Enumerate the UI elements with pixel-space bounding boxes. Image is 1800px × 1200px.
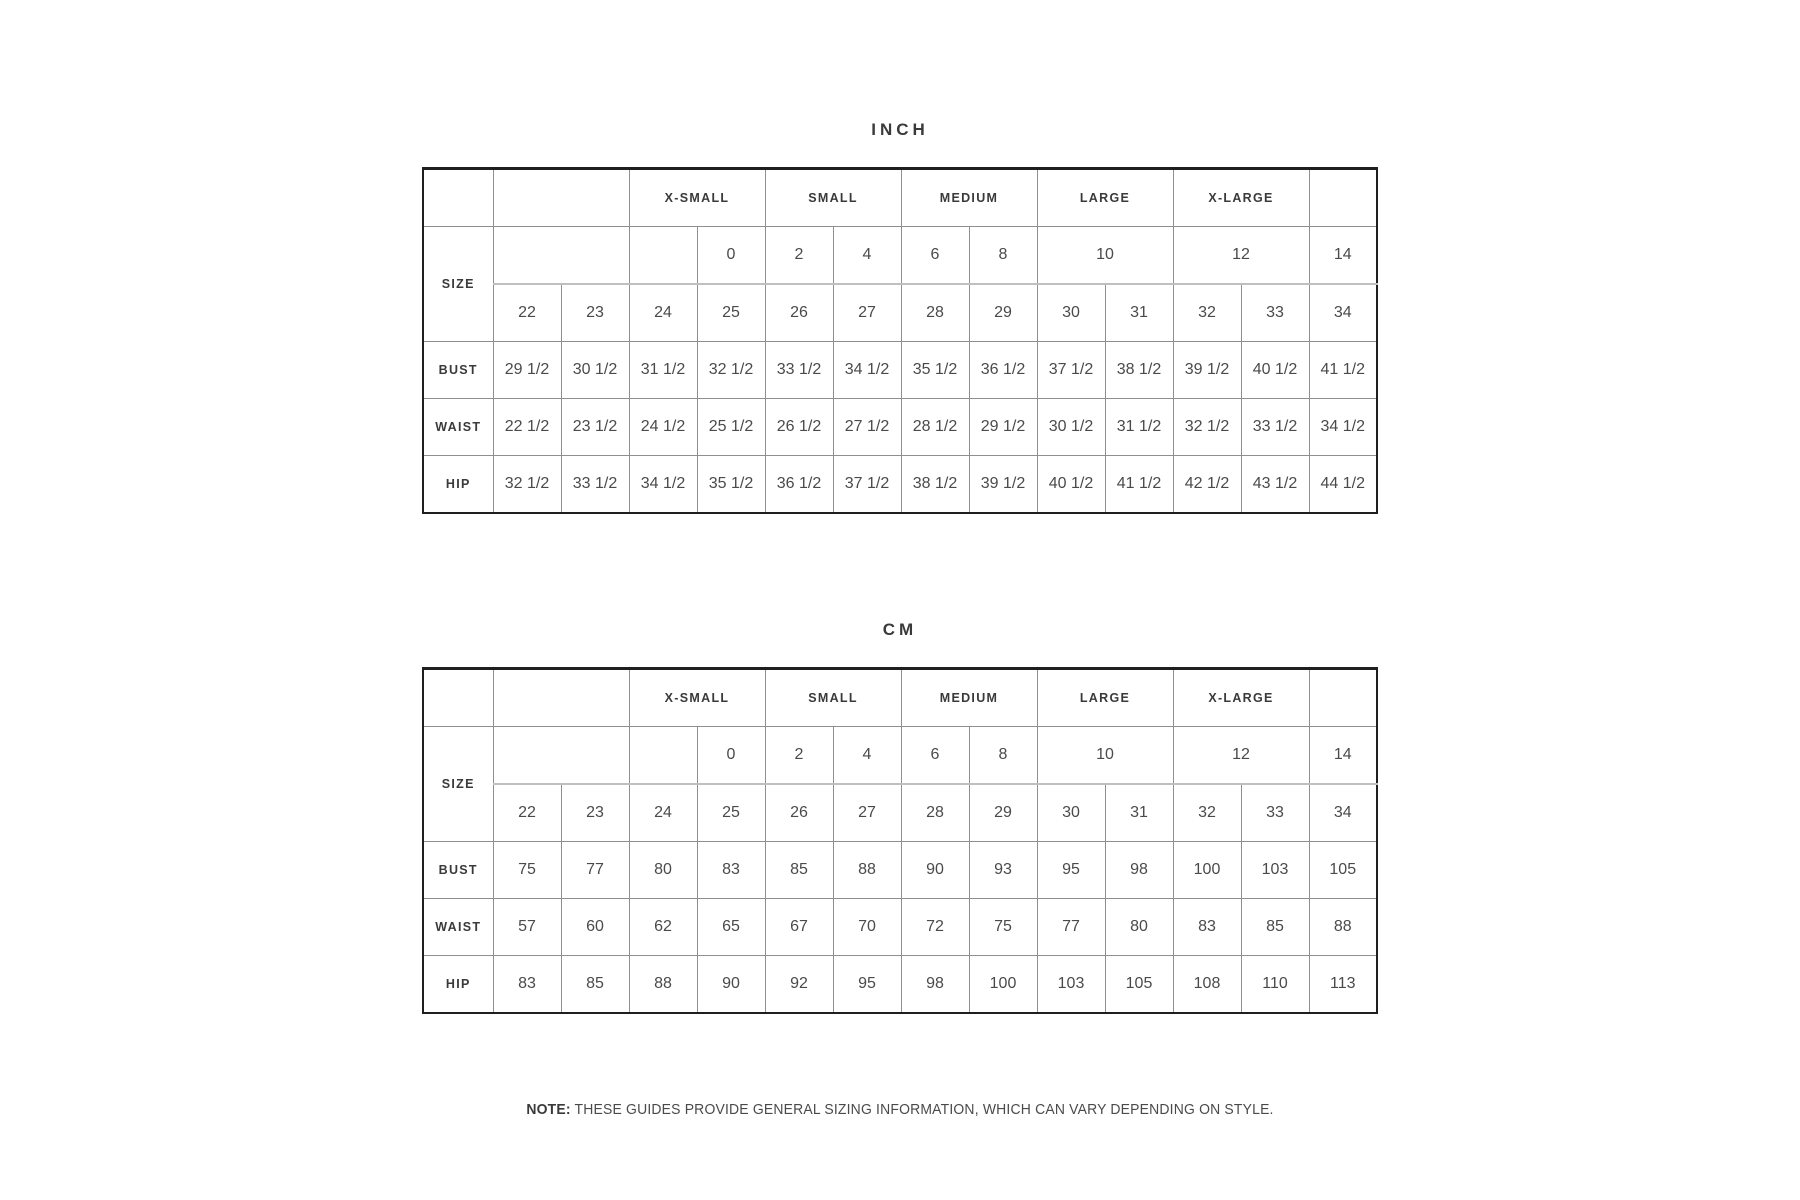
measurement-value: 25 1/2 <box>697 399 765 456</box>
measurement-row-label: WAIST <box>423 399 493 456</box>
size-number-top <box>629 227 697 285</box>
measurement-value: 35 1/2 <box>697 456 765 514</box>
measurement-row-label: HIP <box>423 456 493 514</box>
measurement-row-label: BUST <box>423 342 493 399</box>
measurement-value: 88 <box>629 956 697 1014</box>
measurement-value: 60 <box>561 899 629 956</box>
size-chart-inch-table <box>422 167 1378 514</box>
sizing-note <box>63 1100 1737 1120</box>
size-number-top: 0 <box>697 227 765 285</box>
measurement-value: 27 1/2 <box>833 399 901 456</box>
size-group-header: SMALL <box>765 169 901 227</box>
measurement-value: 36 1/2 <box>969 342 1037 399</box>
measurement-value: 33 1/2 <box>1241 399 1309 456</box>
size-number-bottom: 32 <box>1173 284 1241 342</box>
size-number-top: 6 <box>901 727 969 785</box>
size-number-bottom: 27 <box>833 284 901 342</box>
cm-section-title: CM <box>882 620 918 639</box>
measurement-value: 28 1/2 <box>901 399 969 456</box>
size-group-header: SMALL <box>765 669 901 727</box>
measurement-value: 103 <box>1037 956 1105 1014</box>
measurement-value: 33 1/2 <box>765 342 833 399</box>
measurement-value: 22 1/2 <box>493 399 561 456</box>
measurement-value: 98 <box>901 956 969 1014</box>
corner-cell <box>423 169 493 227</box>
measurement-value: 75 <box>493 842 561 899</box>
measurement-value: 42 1/2 <box>1173 456 1241 514</box>
size-group-header <box>493 669 629 727</box>
measurement-value: 43 1/2 <box>1241 456 1309 514</box>
size-row-label: SIZE <box>423 727 493 842</box>
size-number-bottom: 24 <box>629 784 697 842</box>
size-number-top: 4 <box>833 227 901 285</box>
size-group-header: X-SMALL <box>629 669 765 727</box>
measurement-value: 33 1/2 <box>561 456 629 514</box>
measurement-value: 57 <box>493 899 561 956</box>
measurement-value: 40 1/2 <box>1241 342 1309 399</box>
size-group-header <box>493 169 629 227</box>
measurement-value: 95 <box>833 956 901 1014</box>
size-group-header: LARGE <box>1037 669 1173 727</box>
measurement-value: 26 1/2 <box>765 399 833 456</box>
size-group-header <box>1309 169 1377 227</box>
measurement-value: 29 1/2 <box>969 399 1037 456</box>
measurement-value: 40 1/2 <box>1037 456 1105 514</box>
measurement-value: 100 <box>1173 842 1241 899</box>
measurement-value: 41 1/2 <box>1105 456 1173 514</box>
measurement-value: 30 1/2 <box>561 342 629 399</box>
measurement-value: 32 1/2 <box>697 342 765 399</box>
size-number-bottom: 27 <box>833 784 901 842</box>
inch-section-title: INCH <box>871 120 929 139</box>
measurement-value: 32 1/2 <box>493 456 561 514</box>
measurement-value: 30 1/2 <box>1037 399 1105 456</box>
measurement-value: 105 <box>1309 842 1377 899</box>
measurement-value: 36 1/2 <box>765 456 833 514</box>
measurement-value: 39 1/2 <box>969 456 1037 514</box>
size-number-top: 0 <box>697 727 765 785</box>
size-number-bottom: 23 <box>561 784 629 842</box>
measurement-value: 88 <box>1309 899 1377 956</box>
size-number-top: 2 <box>765 227 833 285</box>
measurement-row-label: WAIST <box>423 899 493 956</box>
size-number-bottom: 26 <box>765 284 833 342</box>
size-number-bottom: 29 <box>969 284 1037 342</box>
measurement-value: 67 <box>765 899 833 956</box>
measurement-value: 83 <box>493 956 561 1014</box>
size-group-header: X-LARGE <box>1173 169 1309 227</box>
measurement-value: 31 1/2 <box>1105 399 1173 456</box>
size-number-top: 14 <box>1309 727 1377 785</box>
measurement-value: 37 1/2 <box>1037 342 1105 399</box>
size-number-bottom: 24 <box>629 284 697 342</box>
measurement-value: 75 <box>969 899 1037 956</box>
sizing-note-text: THESE GUIDES PROVIDE GENERAL SIZING INFORMATION, WHICH CAN VARY DEPENDING ON STYLE. <box>574 1101 1274 1118</box>
size-number-top: 8 <box>969 227 1037 285</box>
measurement-value: 93 <box>969 842 1037 899</box>
measurement-value: 90 <box>901 842 969 899</box>
measurement-value: 80 <box>629 842 697 899</box>
measurement-value: 77 <box>1037 899 1105 956</box>
size-number-top: 10 <box>1037 227 1173 285</box>
size-number-top <box>629 727 697 785</box>
size-number-bottom: 25 <box>697 284 765 342</box>
measurement-value: 83 <box>697 842 765 899</box>
size-row-label: SIZE <box>423 227 493 342</box>
measurement-value: 108 <box>1173 956 1241 1014</box>
size-number-top <box>493 727 629 785</box>
size-group-header: X-SMALL <box>629 169 765 227</box>
size-number-bottom: 28 <box>901 784 969 842</box>
measurement-value: 44 1/2 <box>1309 456 1377 514</box>
size-number-bottom: 22 <box>493 284 561 342</box>
size-number-bottom: 25 <box>697 784 765 842</box>
size-number-bottom: 33 <box>1241 784 1309 842</box>
size-number-bottom: 31 <box>1105 784 1173 842</box>
measurement-value: 24 1/2 <box>629 399 697 456</box>
measurement-value: 34 1/2 <box>833 342 901 399</box>
measurement-value: 34 1/2 <box>1309 399 1377 456</box>
size-number-bottom: 29 <box>969 784 1037 842</box>
size-number-top: 2 <box>765 727 833 785</box>
size-number-bottom: 23 <box>561 284 629 342</box>
measurement-value: 34 1/2 <box>629 456 697 514</box>
measurement-value: 39 1/2 <box>1173 342 1241 399</box>
size-number-bottom: 33 <box>1241 284 1309 342</box>
measurement-value: 31 1/2 <box>629 342 697 399</box>
measurement-value: 62 <box>629 899 697 956</box>
size-number-bottom: 34 <box>1309 784 1377 842</box>
measurement-value: 98 <box>1105 842 1173 899</box>
size-chart-cm-table <box>422 667 1378 1014</box>
measurement-value: 23 1/2 <box>561 399 629 456</box>
size-number-top: 6 <box>901 227 969 285</box>
size-number-top: 10 <box>1037 727 1173 785</box>
measurement-value: 80 <box>1105 899 1173 956</box>
size-number-bottom: 32 <box>1173 784 1241 842</box>
size-number-bottom: 26 <box>765 784 833 842</box>
size-number-top <box>493 227 629 285</box>
measurement-row-label: HIP <box>423 956 493 1014</box>
size-number-bottom: 28 <box>901 284 969 342</box>
size-number-top: 12 <box>1173 227 1309 285</box>
measurement-row-label: BUST <box>423 842 493 899</box>
measurement-value: 90 <box>697 956 765 1014</box>
measurement-value: 85 <box>1241 899 1309 956</box>
size-group-header: MEDIUM <box>901 669 1037 727</box>
measurement-value: 38 1/2 <box>1105 342 1173 399</box>
size-group-header: MEDIUM <box>901 169 1037 227</box>
measurement-value: 37 1/2 <box>833 456 901 514</box>
measurement-value: 110 <box>1241 956 1309 1014</box>
measurement-value: 95 <box>1037 842 1105 899</box>
corner-cell <box>423 669 493 727</box>
measurement-value: 65 <box>697 899 765 956</box>
measurement-value: 85 <box>561 956 629 1014</box>
measurement-value: 100 <box>969 956 1037 1014</box>
size-number-bottom: 30 <box>1037 284 1105 342</box>
measurement-value: 29 1/2 <box>493 342 561 399</box>
measurement-value: 85 <box>765 842 833 899</box>
sizing-note-prefix: NOTE: <box>526 1101 571 1118</box>
size-number-top: 8 <box>969 727 1037 785</box>
measurement-value: 83 <box>1173 899 1241 956</box>
measurement-value: 77 <box>561 842 629 899</box>
size-number-bottom: 30 <box>1037 784 1105 842</box>
size-group-header <box>1309 669 1377 727</box>
measurement-value: 92 <box>765 956 833 1014</box>
measurement-value: 41 1/2 <box>1309 342 1377 399</box>
measurement-value: 70 <box>833 899 901 956</box>
measurement-value: 32 1/2 <box>1173 399 1241 456</box>
size-number-bottom: 34 <box>1309 284 1377 342</box>
size-number-bottom: 22 <box>493 784 561 842</box>
measurement-value: 72 <box>901 899 969 956</box>
size-number-top: 14 <box>1309 227 1377 285</box>
size-number-top: 4 <box>833 727 901 785</box>
measurement-value: 38 1/2 <box>901 456 969 514</box>
size-group-header: X-LARGE <box>1173 669 1309 727</box>
measurement-value: 103 <box>1241 842 1309 899</box>
size-number-top: 12 <box>1173 727 1309 785</box>
size-number-bottom: 31 <box>1105 284 1173 342</box>
measurement-value: 105 <box>1105 956 1173 1014</box>
size-group-header: LARGE <box>1037 169 1173 227</box>
measurement-value: 113 <box>1309 956 1377 1014</box>
measurement-value: 88 <box>833 842 901 899</box>
measurement-value: 35 1/2 <box>901 342 969 399</box>
